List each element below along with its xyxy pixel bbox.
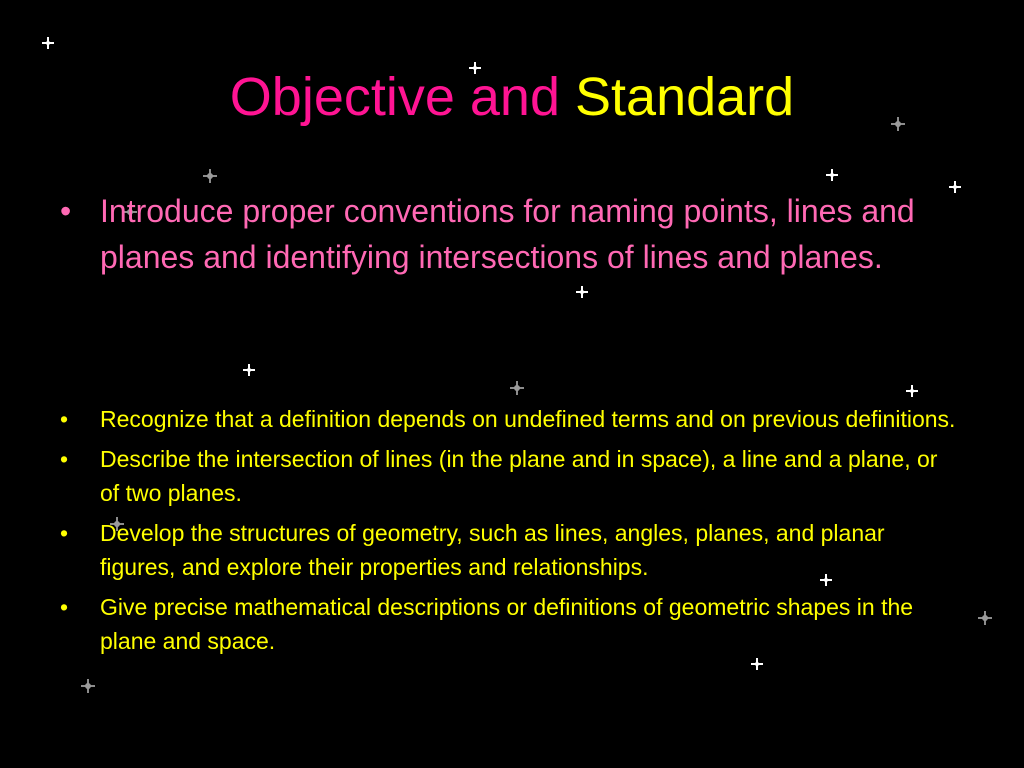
star-icon xyxy=(576,286,588,298)
standard-item xyxy=(60,402,960,436)
standard-item xyxy=(60,516,960,584)
star-icon xyxy=(81,679,95,693)
star-icon xyxy=(42,37,54,49)
star-icon xyxy=(906,385,918,397)
standard-text: Develop the structures of geometry, such as lines, angles, planes, and planar figures, and explore their properties and relationships. xyxy=(100,520,885,580)
star-icon xyxy=(243,364,255,376)
slide-title xyxy=(0,62,1024,132)
bullet-icon: • xyxy=(60,446,69,472)
objective-list xyxy=(60,188,960,280)
bullet-icon: • xyxy=(60,594,69,620)
standard-text: Recognize that a definition depends on undefined terms and on previous definitions. xyxy=(100,406,956,432)
star-icon xyxy=(826,169,838,181)
bullet-icon: • xyxy=(60,406,69,432)
title-part-standard: Standard xyxy=(575,67,795,127)
objective-item xyxy=(60,188,960,280)
standard-item xyxy=(60,442,960,510)
objective-text: Introduce proper conventions for naming points, lines and planes and identifying intersections of lines and planes. xyxy=(100,193,915,275)
bullet-icon: • xyxy=(60,520,69,546)
star-icon xyxy=(978,611,992,625)
bullet-icon: • xyxy=(60,193,72,229)
standards-list xyxy=(60,402,960,664)
standard-text: Give precise mathematical descriptions or definitions of geometric shapes in the plane and space. xyxy=(100,594,914,654)
star-icon xyxy=(510,381,524,395)
title-part-objective: Objective and xyxy=(229,67,560,127)
star-icon xyxy=(203,169,217,183)
standard-text: Describe the intersection of lines (in the plane and in space), a line and a plane, or of two planes. xyxy=(100,446,938,506)
standard-item xyxy=(60,590,960,658)
